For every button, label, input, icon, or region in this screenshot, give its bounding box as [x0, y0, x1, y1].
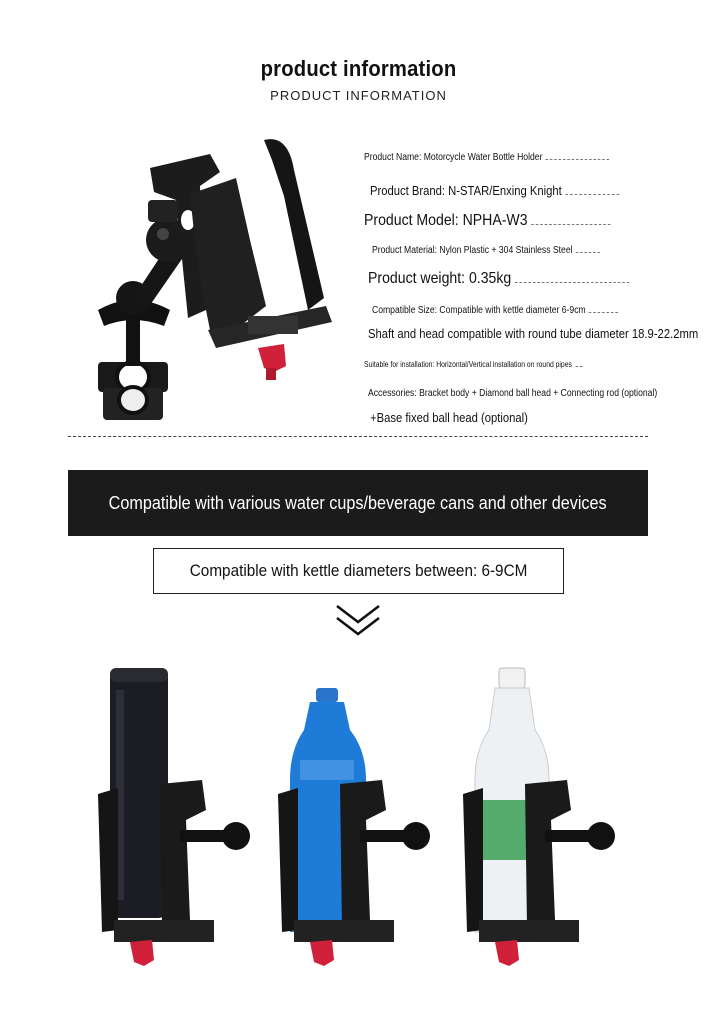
page-subtitle: PRODUCT INFORMATION [270, 88, 447, 103]
spec-item: Accessories: Bracket body + Diamond ball head + Connecting rod (optional) [368, 388, 658, 399]
section-divider [68, 436, 648, 437]
spec-item: Product Name: Motorcycle Water Bottle Holder [364, 152, 610, 163]
banner-text: Compatible with various water cups/beverage cans and other devices [109, 492, 607, 513]
spec-item: Suitable for installation: Horizontal/Vertical installation on round pipes [364, 360, 582, 369]
spec-item: Shaft and head compatible with round tube diameter 18.9-22.2mm [368, 327, 699, 341]
product-hero-image [88, 130, 348, 430]
spec-item: Product weight: 0.35kg [368, 270, 629, 288]
double-chevron-down-icon [335, 602, 381, 638]
example-blue-bottle-image [270, 660, 440, 980]
example-clear-bottle-image [455, 660, 625, 980]
spec-item: Product Model: NPHA-W3 [364, 212, 610, 230]
spec-item: Product Brand: N-STAR/Enxing Knight [370, 184, 619, 198]
diameter-note-box [153, 548, 564, 594]
diameter-note-text: Compatible with kettle diameters between: 6-9CM [189, 561, 528, 580]
header [0, 56, 717, 103]
example-thermos-image [90, 660, 260, 980]
page-title: product information [260, 56, 457, 81]
compatibility-banner [68, 470, 648, 536]
spec-item: Compatible Size: Compatible with kettle diameter 6-9cm [372, 305, 618, 316]
spec-item: Product Material: Nylon Plastic + 304 Stainless Steel [372, 245, 600, 256]
spec-item: +Base fixed ball head (optional) [370, 411, 528, 425]
